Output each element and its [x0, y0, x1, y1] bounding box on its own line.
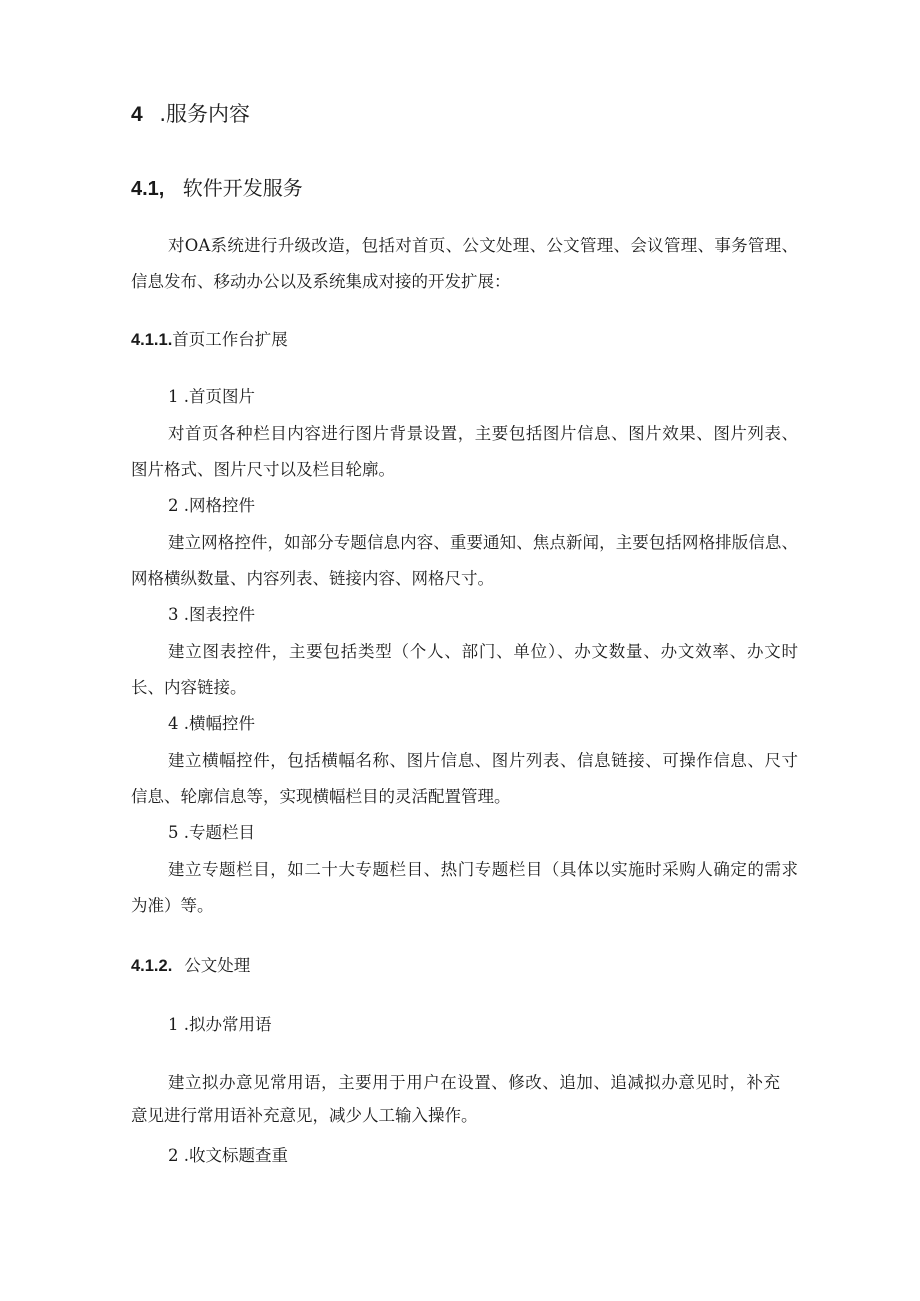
- list-item-label: 5 .专题栏目: [168, 823, 255, 842]
- section-title: 软件开发服务: [182, 176, 303, 200]
- paragraph-line: 意见进行常用语补充意见，减少人工输入操作。: [131, 1106, 478, 1125]
- paragraph-line: 信息、轮廓信息等，实现横幅栏目的灵活配置管理。: [131, 787, 511, 806]
- list-item-label: 1 .拟办常用语: [168, 1015, 272, 1034]
- paragraph-line: 对首页各种栏目内容进行图片背景设置，主要包括图片信息、图片效果、图片列表、: [168, 424, 798, 443]
- list-item-label: 1 .首页图片: [168, 387, 255, 406]
- list-item-label: 4 .横幅控件: [168, 714, 255, 733]
- paragraph-line: 建立拟办意见常用语，主要用于用户在设置、修改、追加、追减拟办意见时，补充: [168, 1073, 780, 1092]
- section-title: 首页工作台扩展: [172, 330, 288, 349]
- paragraph-line: 建立图表控件，主要包括类型（个人、部门、单位）、办文数量、办文效率、办文时: [168, 642, 798, 661]
- paragraph-line: 网格横纵数量、内容列表、链接内容、网格尺寸。: [131, 569, 494, 588]
- paragraph-line: 建立专题栏目，如二十大专题栏目、热门专题栏目（具体以实施时采购人确定的需求: [168, 860, 798, 879]
- section-title: 公文处理: [184, 956, 251, 975]
- section-title: .服务内容: [159, 102, 251, 126]
- section-number: 4.1,: [131, 178, 165, 200]
- section-4-heading: [131, 100, 250, 129]
- paragraph-line: 长、内容链接。: [131, 678, 247, 697]
- list-item-label: 3 .图表控件: [168, 605, 255, 624]
- section-number: 4.1.1.: [131, 331, 173, 349]
- list-item-label: 2 .收文标题查重: [168, 1146, 288, 1165]
- paragraph-line: 建立网格控件，如部分专题信息内容、重要通知、焦点新闻，主要包括网格排版信息、: [168, 533, 798, 552]
- intro-line-2: 信息发布、移动办公以及系统集成对接的开发扩展：: [131, 272, 511, 291]
- section-4-1-2-heading: [131, 955, 250, 977]
- paragraph-line: 建立横幅控件，包括横幅名称、图片信息、图片列表、信息链接、可操作信息、尺寸: [168, 751, 798, 770]
- list-item-label: 2 .网格控件: [168, 496, 255, 515]
- section-number: 4: [131, 103, 143, 126]
- section-4-1-1-heading: [131, 329, 288, 351]
- paragraph-line: 图片格式、图片尺寸以及栏目轮廓。: [131, 460, 395, 479]
- section-4-1-heading: [131, 174, 303, 203]
- section-number: 4.1.2.: [131, 957, 173, 975]
- intro-line-1: 对OA系统进行升级改造，包括对首页、公文处理、公文管理、会议管理、事务管理、: [168, 236, 798, 255]
- paragraph-line: 为准）等。: [131, 896, 214, 915]
